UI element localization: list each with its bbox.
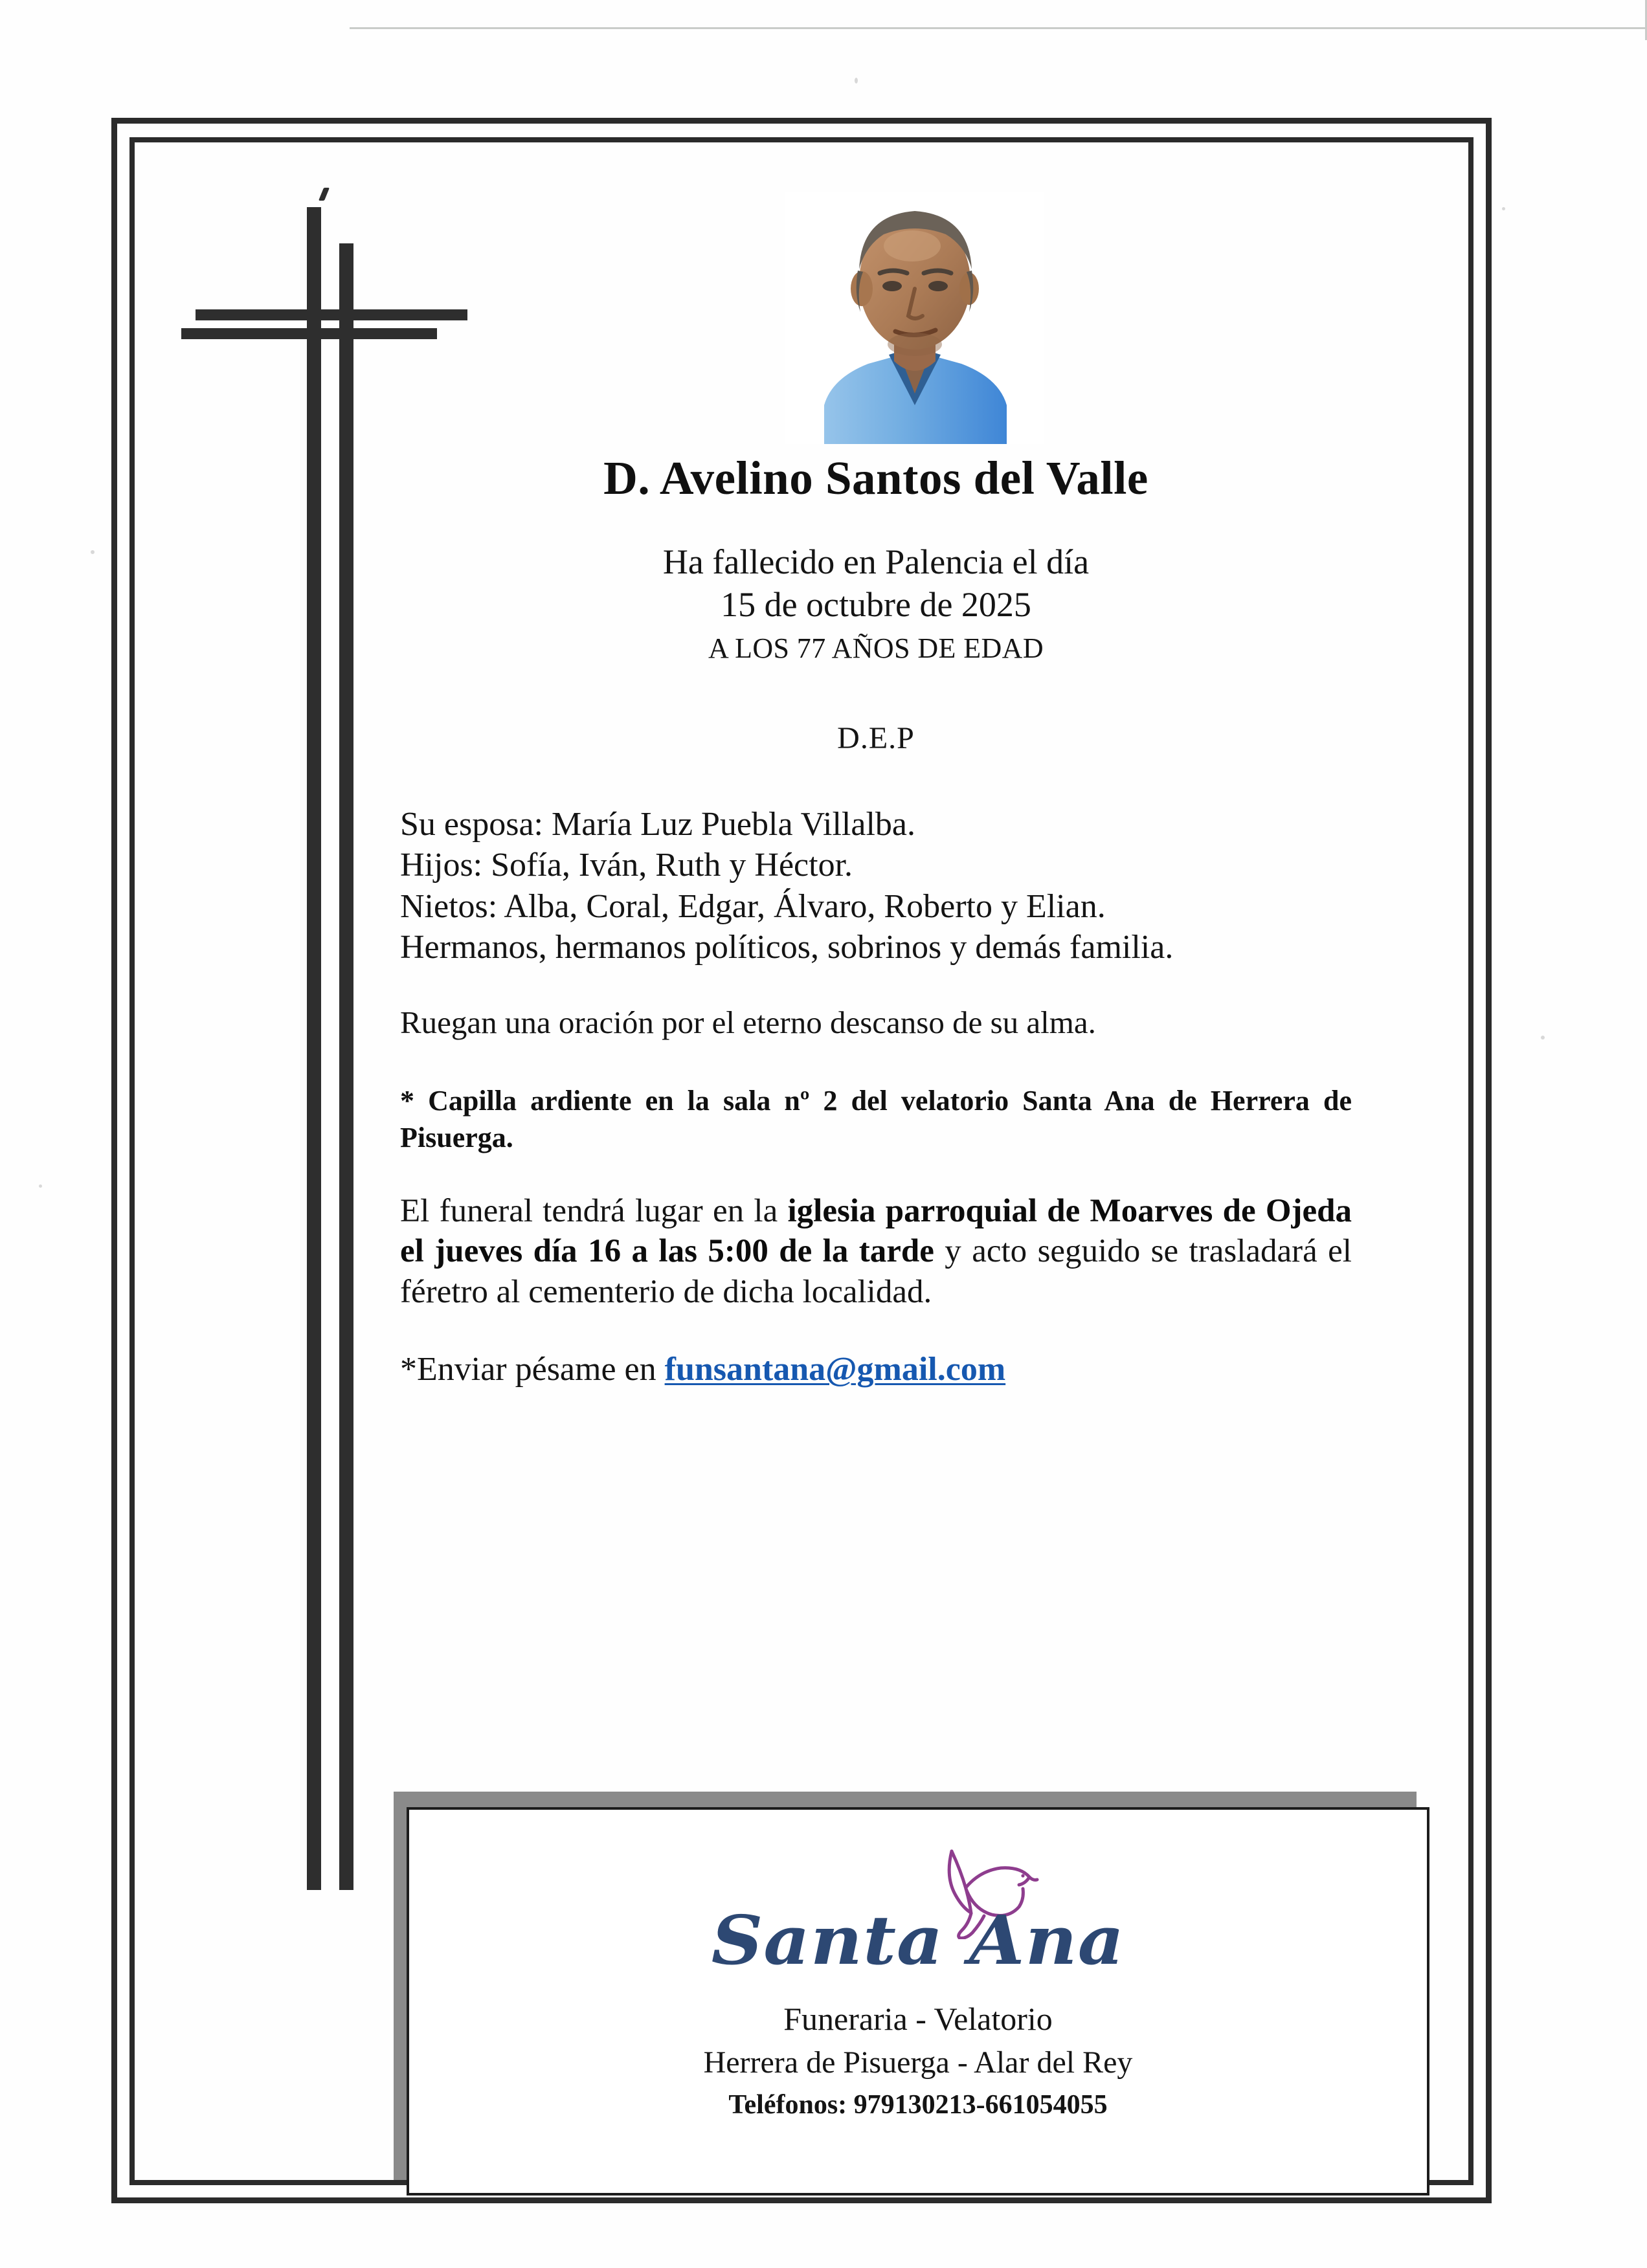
scan-speck bbox=[1502, 207, 1505, 210]
age-line: A LOS 77 AÑOS DE EDAD bbox=[708, 632, 1044, 665]
page-title: D. Avelino Santos del Valle bbox=[603, 452, 1148, 504]
condolence-line bbox=[400, 1350, 1352, 1390]
scan-edge-top bbox=[350, 27, 1647, 29]
scan-speck bbox=[855, 78, 858, 83]
scan-speck bbox=[1541, 1036, 1545, 1040]
funeral-home-card bbox=[407, 1807, 1429, 2196]
family-others: Hermanos, hermanos políticos, sobrinos y demás familia. bbox=[400, 928, 1174, 966]
condolence-email-link[interactable]: funsantana@gmail.com bbox=[664, 1350, 1006, 1388]
prayer-request: Ruegan una oración por el eterno descanso de su alma. bbox=[400, 1004, 1096, 1040]
dep-abbreviation: D.E.P bbox=[837, 721, 915, 756]
funeral-text-bold: iglesia parroquial de Moarves de Ojeda el jueves día 16 a las 5:00 de la tarde bbox=[400, 1193, 1352, 1270]
chapel-note: * Capilla ardiente en la sala nº 2 del velatorio Santa Ana de Herrera de Pisuerga. bbox=[400, 1084, 1352, 1153]
condolence-prefix: *Enviar pésame en bbox=[400, 1350, 665, 1388]
footer-locations: Herrera de Pisuerga - Alar del Rey bbox=[703, 2045, 1133, 2080]
deceased-photo-image bbox=[785, 192, 1044, 444]
funeral-text-part1: El funeral tendrá lugar en la bbox=[400, 1193, 788, 1230]
funeral-details bbox=[400, 1191, 1352, 1312]
brand-name: Santa Ana bbox=[711, 1900, 1125, 1980]
death-place-line: Ha fallecido en Palencia el día bbox=[662, 542, 1090, 581]
family-grandchildren: Nietos: Alba, Coral, Edgar, Álvaro, Roberto y Elian. bbox=[400, 887, 1106, 925]
death-date-line: 15 de octubre de 2025 bbox=[721, 584, 1031, 624]
footer-services: Funeraria - Velatorio bbox=[783, 2001, 1053, 2037]
cross-crossbar-upper bbox=[196, 309, 467, 320]
scan-speck bbox=[39, 1184, 42, 1188]
family-list bbox=[400, 804, 1352, 968]
funeral-text-part2: y acto seguido se trasladará el féretro al cementerio de dicha localidad. bbox=[400, 1233, 1352, 1310]
scan-speck bbox=[91, 550, 95, 554]
funeral-home-card-inner bbox=[409, 1810, 1427, 2193]
notice-content bbox=[400, 453, 1352, 1390]
family-children: Hijos: Sofía, Iván, Ruth y Héctor. bbox=[400, 847, 853, 884]
family-spouse: Su esposa: María Luz Puebla Villalba. bbox=[400, 806, 915, 843]
cross-upright-left bbox=[307, 207, 321, 1890]
cross-upright-right bbox=[339, 243, 353, 1890]
brand-row bbox=[409, 1840, 1427, 1990]
deceased-photo bbox=[785, 192, 1044, 444]
footer-phones: Teléfonos: 979130213-661054055 bbox=[728, 2089, 1108, 2120]
